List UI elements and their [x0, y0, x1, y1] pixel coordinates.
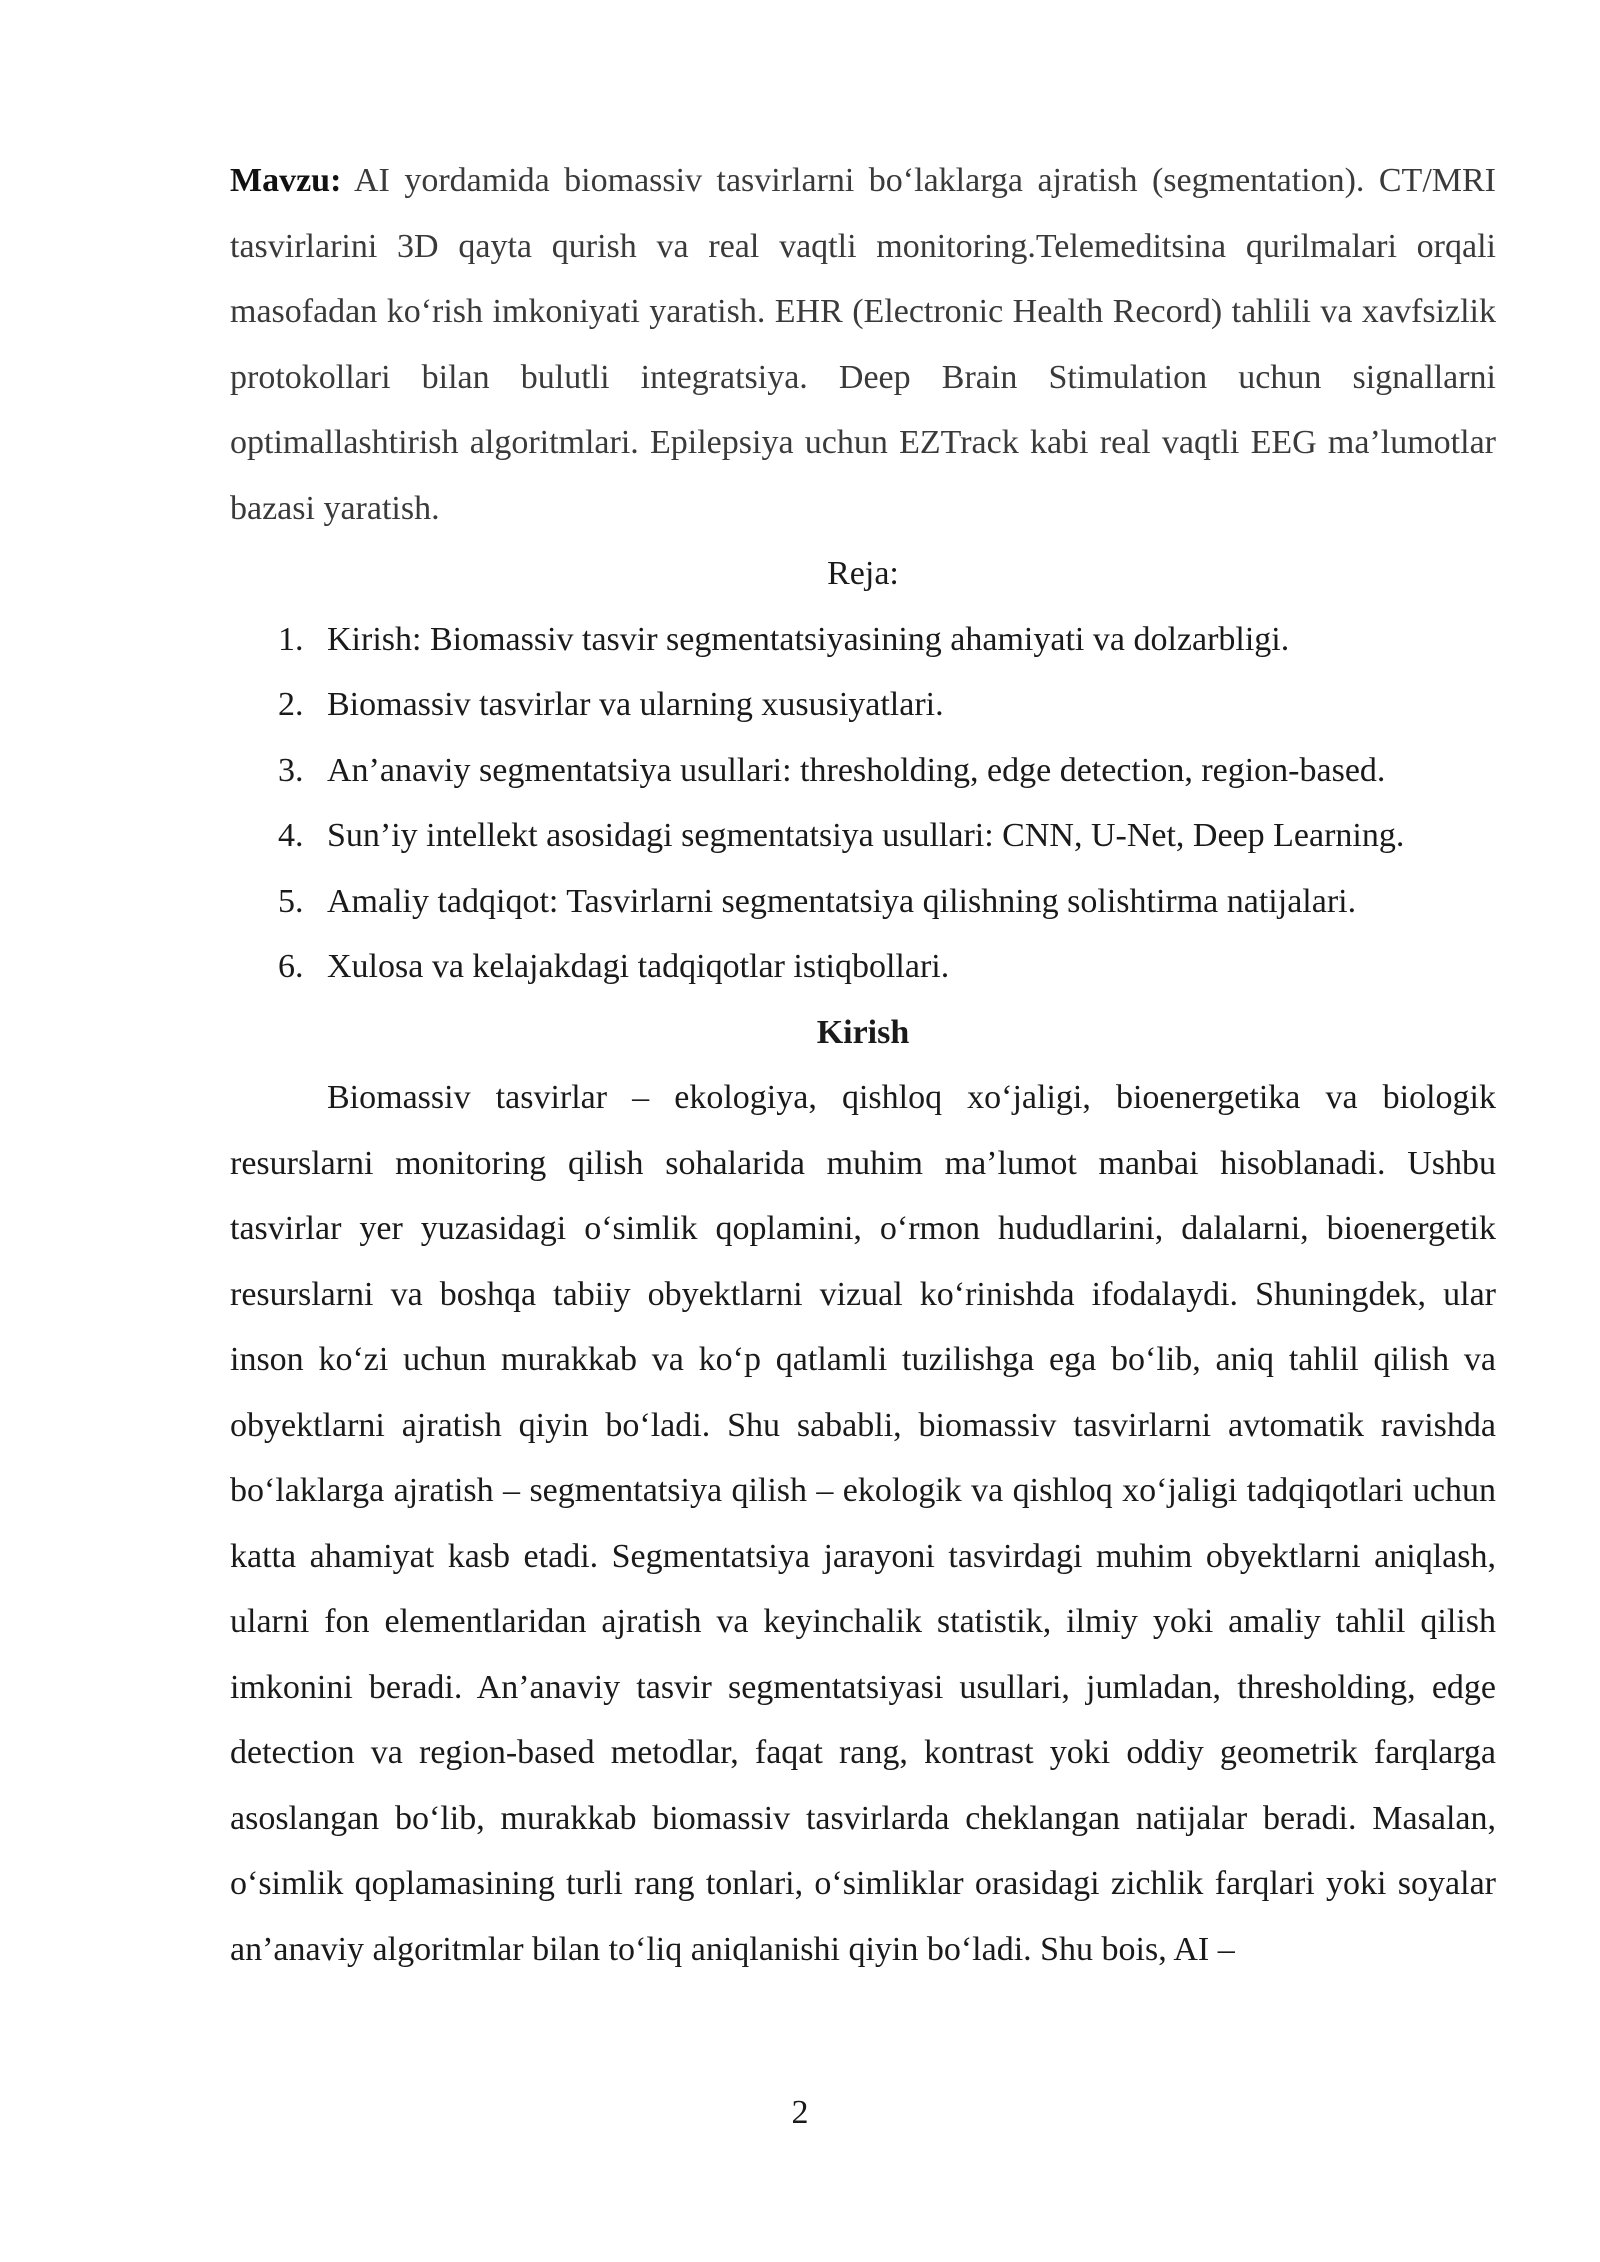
plan-item: [230, 672, 1496, 738]
plan-item-number: 4.: [278, 817, 304, 854]
plan-item-number: 6.: [278, 948, 304, 985]
topic-paragraph: [230, 148, 1496, 541]
plan-item: [230, 934, 1496, 1000]
plan-item-text: Xulosa va kelajakdagi tadqiqotlar istiqbollari.: [327, 948, 950, 985]
intro-paragraph: Biomassiv tasvirlar – ekologiya, qishloq xo‘jaligi, bioenergetika va biologik resurslarni monitoring qilish sohalarida muhim ma’lumot manbai hisoblanadi. Ushbu tasvirlar yer yuzasidagi o‘simlik qoplamini, o‘rmon hududlarini, dalalarni, bioenergetik resurslarni va boshqa tabiiy obyektlarni vizual ko‘rinishda ifodalaydi. Shuningdek, ular inson ko‘zi uchun murakkab va ko‘p qatlamli tuzilishga ega bo‘lib, aniq tahlil qilish va obyektlarni ajratish qiyin bo‘ladi. Shu sababli, biomassiv tasvirlarni avtomatik ravishda bo‘laklarga ajratish – segmentatsiya qilish – ekologik va qishloq xo‘jaligi tadqiqotlari uchun katta ahamiyat kasb etadi. Segmentatsiya jarayoni tasvirdagi muhim obyektlarni aniqlash, ularni fon elementlaridan ajratish va keyinchalik statistik, ilmiy yoki amaliy tahlil qilish imkonini beradi. An’anaviy tasvir segmentatsiyasi usullari, jumladan, thresholding, edge detection va region-based metodlar, faqat rang, kontrast yoki oddiy geometrik farqlarga asoslangan bo‘lib, murakkab biomassiv tasvirlarda cheklangan natijalar beradi. Masalan, o‘simlik qoplamasining turli rang tonlari, o‘simliklar orasidagi zichlik farqlari yoki soyalar an’anaviy algoritmlar bilan to‘liq aniqlanishi qiyin bo‘ladi. Shu bois, AI –: [230, 1079, 1496, 1968]
plan-list: [230, 607, 1496, 1000]
plan-item-number: 1.: [278, 620, 304, 658]
plan-item: [230, 803, 1496, 869]
page-number: 2: [791, 2094, 809, 2131]
plan-item-text: Biomassiv tasvirlar va ularning xususiyatlari.: [327, 686, 944, 723]
plan-item: [230, 607, 1496, 673]
topic-label: Mavzu:: [230, 162, 342, 199]
document-page: [230, 148, 1496, 1982]
plan-item: [230, 738, 1496, 804]
topic-text: AI yordamida biomassiv tasvirlarni bo‘laklarga ajratish (segmentation). CT/MRI tasvirlarini 3D qayta qurish va real vaqtli monitoring.Telemeditsina qurilmalari orqali masofadan ko‘rish imkoniyati yaratish. EHR (Electronic Health Record) tahlili va xavfsizlik protokollari bilan bulutli integratsiya. Deep Brain Stimulation uchun signallarni optimallashtirish algoritmlari. Epilepsiya uchun EZTrack kabi real vaqtli EEG ma’lumotlar bazasi yaratish.: [230, 162, 1496, 527]
plan-item-number: 3.: [278, 751, 304, 789]
plan-item-text: An’anaviy segmentatsiya usullari: thresholding, edge detection, region-based.: [327, 751, 1386, 789]
plan-item: [230, 869, 1496, 935]
plan-item-text: Sun’iy intellekt asosidagi segmentatsiya usullari: CNN, U-Net, Deep Learning.: [327, 817, 1405, 854]
plan-item-text: Kirish: Biomassiv tasvir segmentatsiyasining ahamiyati va dolzarbligi.: [327, 620, 1290, 658]
plan-title: Reja:: [827, 555, 899, 592]
plan-item-number: 2.: [278, 686, 304, 723]
intro-heading: Kirish: [816, 1013, 910, 1051]
plan-item-number: 5.: [278, 882, 304, 920]
plan-item-text: Amaliy tadqiqot: Tasvirlarni segmentatsiya qilishning solishtirma natijalari.: [327, 882, 1357, 920]
